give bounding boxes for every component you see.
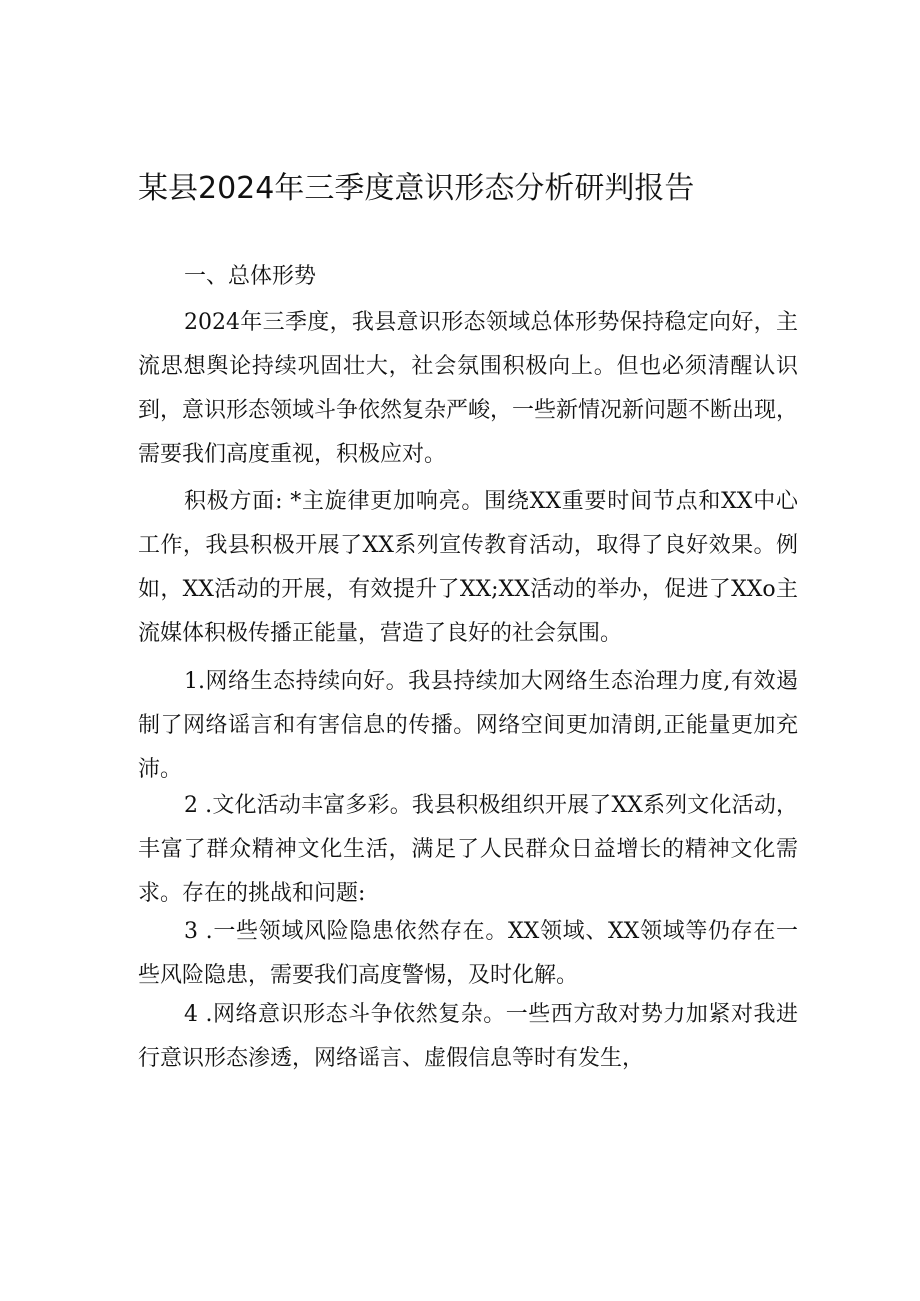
paragraph-item-3: 3 .一些领域风险隐患依然存在。XX领域、XX领域等仍存在一些风险隐患，需要我们高度警惕，及时化解。 (138, 919, 798, 988)
section-heading-overall-situation: 一、总体形势 (184, 264, 317, 289)
paragraph-item-1: 1.网络生态持续向好。我县持续加大网络生态治理力度,有效遏制了网络谣言和有害信息的传播。网络空间更加清朗,正能量更加充沛。 (138, 669, 798, 782)
paragraph-item-2: 2 .文化活动丰富多彩。我县积极组织开展了XX系列文化活动，丰富了群众精神文化生活，满足了人民群众日益增长的精神文化需求。存在的挑战和问题: (138, 793, 798, 906)
paragraph-positive-aspects: 积极方面: *主旋律更加响亮。围绕XX重要时间节点和XX中心工作，我县积极开展了XX系列宣传教育活动，取得了良好效果。例如，XX活动的开展，有效提升了XX;XX活动的举办，促进了XXo主流媒体积极传播正能量，营造了良好的社会氛围。 (138, 489, 798, 646)
document-title: 某县2024年三季度意识形态分析研判报告 (138, 171, 695, 206)
paragraph-overview: 2024年三季度，我县意识形态领域总体形势保持稳定向好，主流思想舆论持续巩固壮大，社会氛围积极向上。但也必须清醒认识到，意识形态领域斗争依然复杂严峻，一些新情况新问题不断出现，需要我们高度重视，积极应对。 (138, 310, 799, 467)
paragraph-item-4: 4 .网络意识形态斗争依然复杂。一些西方敌对势力加紧对我进行意识形态渗透，网络谣言、虚假信息等时有发生， (138, 1002, 798, 1071)
